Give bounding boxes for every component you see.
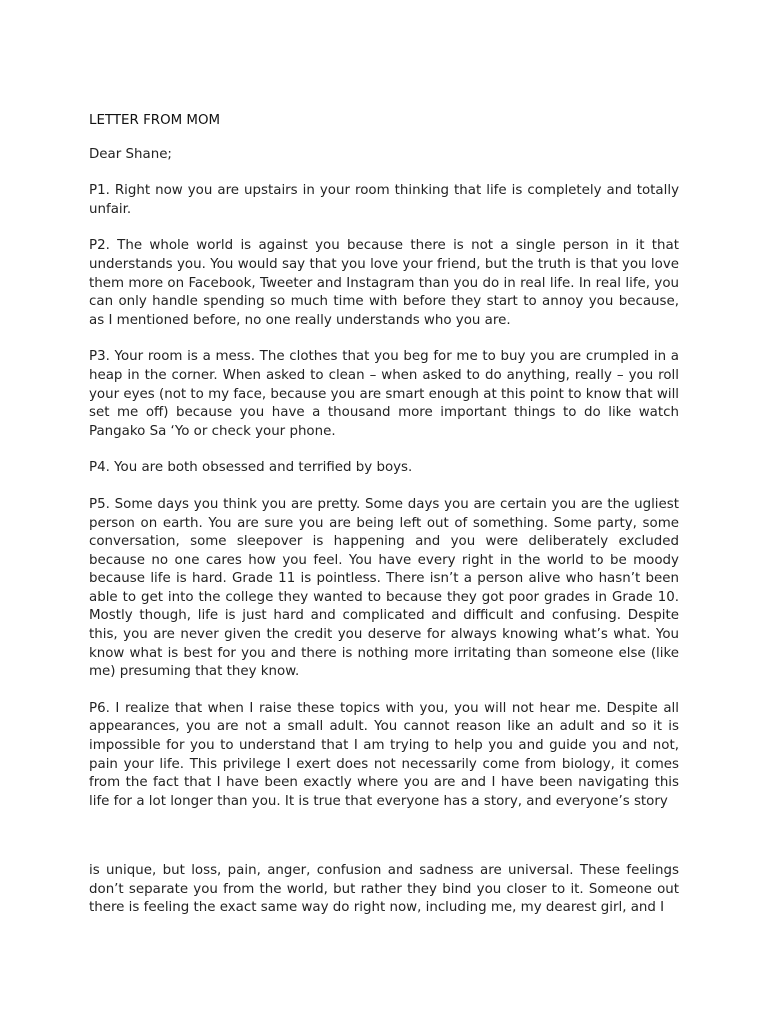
letter-body [89, 112, 679, 811]
paragraph-p5: P5. Some days you think you are pretty. Some days you are certain you are the ugliest person on earth. You are sure you are being left out of something. Some party, some conversation, some sleepover is happening and you were deliberately excluded because no one cares how you feel. You have every right in the world to be moody because life is hard. Grade 11 is pointless. There isn’t a person alive who hasn’t been able to get into the college they wanted to because they got poor grades in Grade 10. Mostly though, life is just hard and complicated and difficult and confusing. Despite this, you are never given the credit you deserve for always knowing what’s what. You know what is best for you and there is nothing more irritating than someone else (like me) presuming that they know. [89, 496, 679, 680]
paragraph-p2: P2. The whole world is against you because there is not a single person in it that understands you. You would say that you love your friend, but the truth is that you love them more on Facebook, Tweeter and Instagram than you do in real life. In real life, you can only handle spending so much time with before they start to annoy you because, as I mentioned before, no one really understands who you are. [89, 238, 679, 328]
paragraph-p6-continuation: is unique, but loss, pain, anger, confusion and sadness are universal. These feelings don’t separate you from the world, but rather they bind you closer to it. Someone out there is feeling the exact same way do right now, including me, my dearest girl, and I [89, 863, 679, 916]
letter-title: LETTER FROM MOM [89, 113, 221, 128]
letter-salutation: Dear Shane; [89, 146, 172, 162]
paragraph-p6: P6. I realize that when I raise these topics with you, you will not hear me. Despite all appearances, you are not a small adult. You cannot reason like an adult and so it is impossible for you to understand that I am trying to help you and guide you and not, pain your life. This privilege I exert does not necessarily come from biology, it comes from the fact that I have been exactly where you are and I have been navigating this life for a lot longer than you. It is true that everyone has a story, and everyone’s story [89, 700, 679, 809]
paragraph-p1: P1. Right now you are upstairs in your room thinking that life is completely and totally unfair. [89, 183, 679, 217]
paragraph-p4: P4. You are both obsessed and terrified by boys. [89, 460, 413, 476]
paragraph-p3: P3. Your room is a mess. The clothes that you beg for me to buy you are crumpled in a heap in the corner. When asked to clean – when asked to do anything, really – you roll your eyes (not to my face, because you are smart enough at this point to know that will set me off) because you have a thousand more important things to do like watch Pangako Sa ‘Yo or check your phone. [89, 349, 680, 439]
